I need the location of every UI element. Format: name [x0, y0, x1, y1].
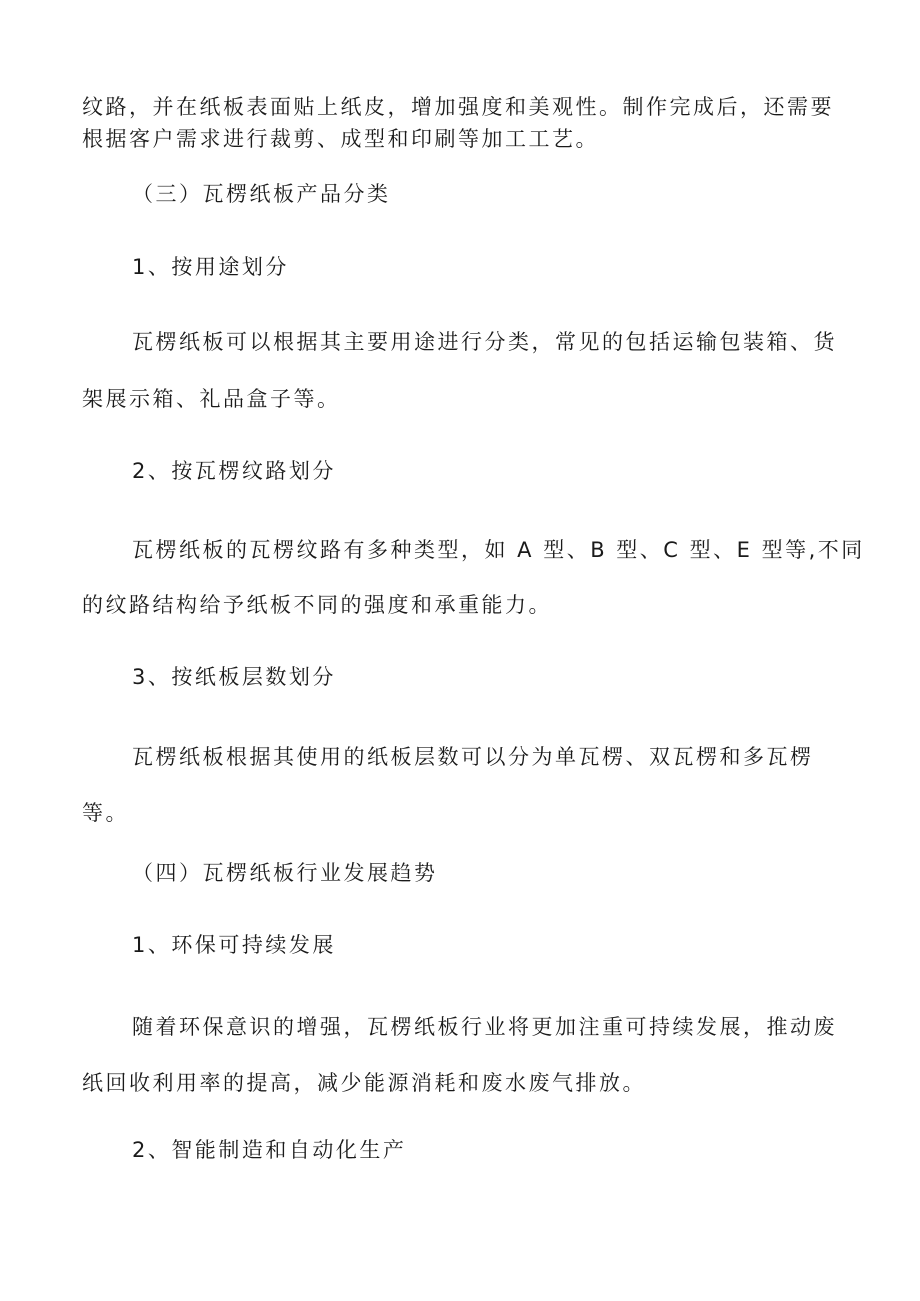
paragraph-line: 纸回收利用率的提高，减少能源消耗和废水废气排放。	[82, 1071, 646, 1095]
paragraph-line: 瓦楞纸板可以根据其主要用途进行分类，常见的包括运输包装箱、货	[132, 330, 837, 354]
section-heading: （四）瓦楞纸板行业发展趋势	[132, 861, 438, 885]
paragraph-line: 的纹路结构给予纸板不同的强度和承重能力。	[82, 593, 552, 617]
paragraph-line: 瓦楞纸板的瓦楞纹路有多种类型，如 A 型、B 型、C 型、E 型等,不同	[132, 538, 865, 562]
paragraph-line: 纹路，并在纸板表面贴上纸皮，增加强度和美观性。制作完成后，还需要	[82, 95, 834, 119]
item-heading: 2、智能制造和自动化生产	[132, 1138, 407, 1162]
paragraph-line: 随着环保意识的增强，瓦楞纸板行业将更加注重可持续发展，推动废	[132, 1015, 837, 1039]
paragraph-line: 根据客户需求进行裁剪、成型和印刷等加工工艺。	[82, 127, 599, 151]
paragraph-line: 等。	[82, 801, 129, 825]
item-heading: 2、按瓦楞纹路划分	[132, 459, 336, 483]
paragraph-line: 架展示箱、礼品盒子等。	[82, 387, 341, 411]
item-heading: 1、环保可持续发展	[132, 933, 336, 957]
paragraph-line: 瓦楞纸板根据其使用的纸板层数可以分为单瓦楞、双瓦楞和多瓦楞	[132, 745, 814, 769]
section-heading: （三）瓦楞纸板产品分类	[132, 182, 391, 206]
item-heading: 1、按用途划分	[132, 255, 289, 279]
item-heading: 3、按纸板层数划分	[132, 665, 336, 689]
